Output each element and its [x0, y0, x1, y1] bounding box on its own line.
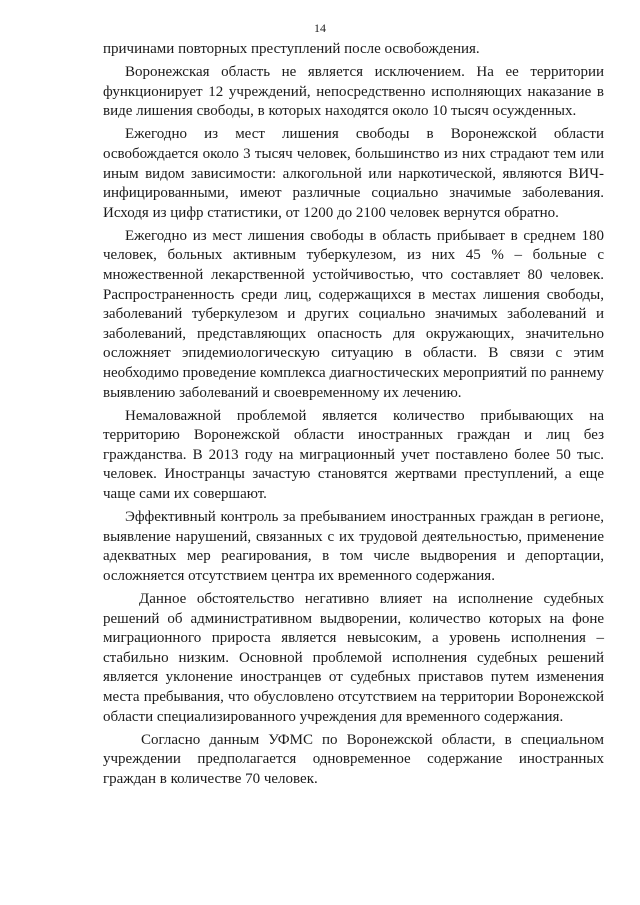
- paragraph-6: Эффективный контроль за пребыванием иностранных граждан в регионе, выявление нарушений, связанных с их трудовой деятельностью, применение адекватных мер реагирования, в том числе выдворения и депортации, осложняется отсутствием центра их временного содержания.: [103, 509, 604, 584]
- page-number: 14: [314, 21, 326, 35]
- paragraph-3: Ежегодно из мест лишения свободы в Воронежской области освобождается около 3 тысяч человек, большинство из них страдают тем или иным видом зависимости: алкогольной или наркотической, являются ВИЧ-инфицированными, имеют различные социально значимые заболевания. Исходя из цифр статистики, от 1200 до 2100 человек вернутся обратно.: [103, 126, 604, 221]
- paragraph-1: причинами повторных преступлений после освобождения.: [103, 41, 480, 57]
- paragraph-2: Воронежская область не является исключением. На ее территории функционирует 12 учреждений, непосредственно исполняющих наказание в виде лишения свободы, в которых находятся около 10 тысяч осужденных.: [103, 64, 604, 120]
- paragraph-8: Согласно данным УФМС по Воронежской области, в специальном учреждении предполагается одновременное содержание иностранных граждан в количестве 70 человек.: [103, 731, 604, 787]
- paragraph-4: Ежегодно из мест лишения свободы в область прибывает в среднем 180 человек, больных активным туберкулезом, из них 45 % – больные с множественной лекарственной устойчивостью, что составляет 80 человек. Распространенность среди лиц, содержащихся в местах лишения свободы, заболеваний туберкулезом и других социально значимых заболеваний и заболеваний, представляющих опасность для окружающих, значительно осложняет эпидемиологическую ситуацию в области. В связи с этим необходимо проведение комплекса диагностических мероприятий по раннему выявлению заболеваний и своевременному их лечению.: [103, 227, 604, 401]
- document-body: [103, 40, 604, 789]
- paragraph-7: Данное обстоятельство негативно влияет на исполнение судебных решений об административном выдворении, количество которых на фоне миграционного прироста является невысоким, а уровень исполнения – стабильно низким. Основной проблемой исполнения судебных решений является уклонение иностранцев от судебных приставов путем изменения места пребывания, что обусловлено отсутствием на территории Воронежской области специализированного учреждения для временного содержания.: [103, 591, 604, 725]
- paragraph-5: Немаловажной проблемой является количество прибывающих на территорию Воронежской области иностранных граждан и лиц без гражданства. В 2013 году на миграционный учет поставлено более 50 тыс. человек. Иностранцы зачастую становятся жертвами преступлений, а еще чаще сами их совершают.: [103, 407, 604, 503]
